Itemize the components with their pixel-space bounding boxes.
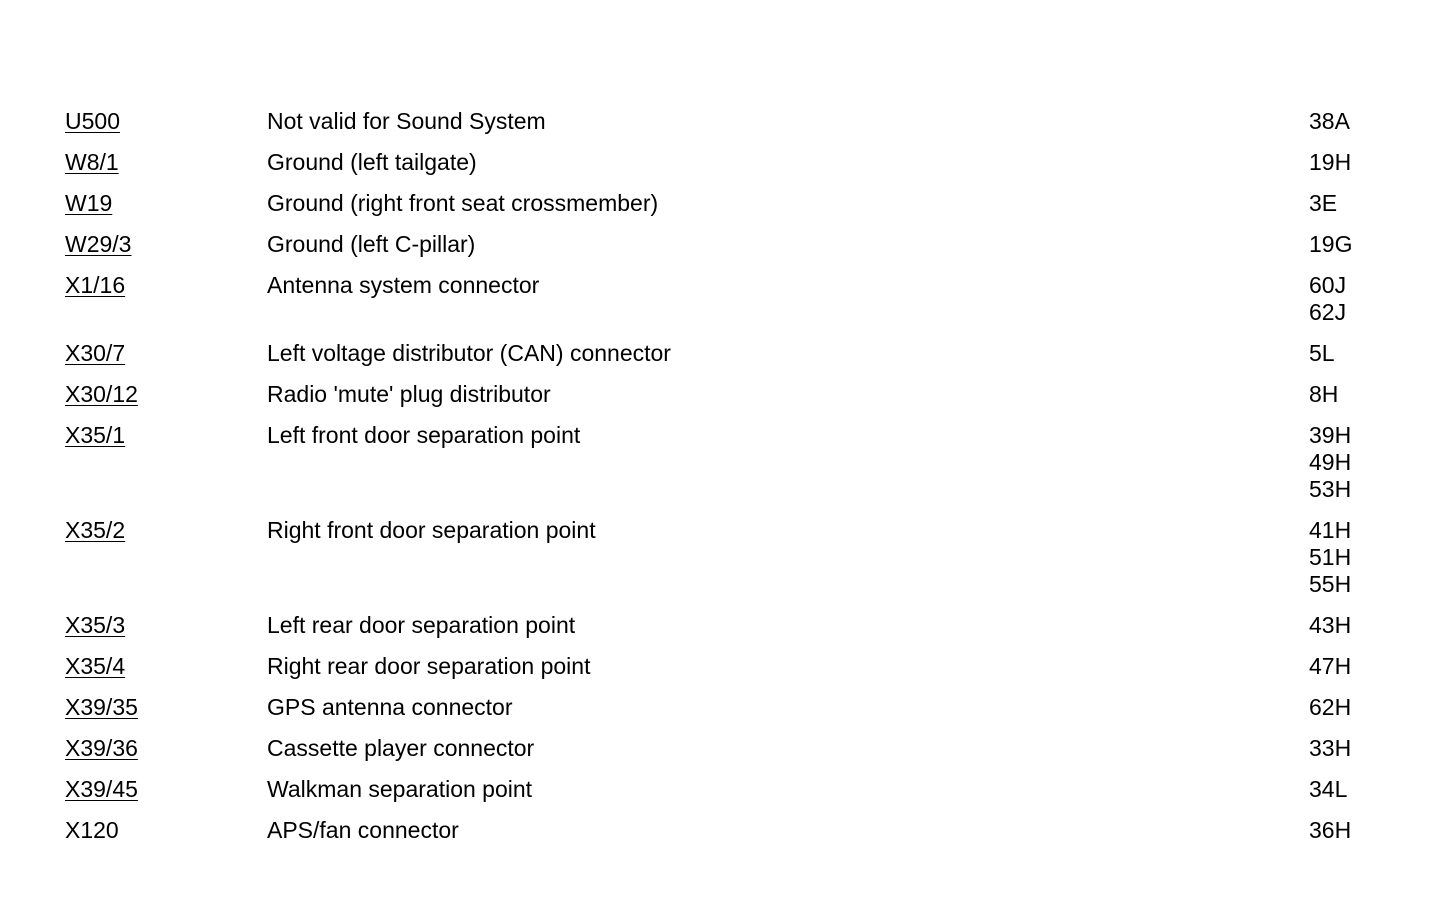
table-row	[65, 817, 1375, 844]
table-row	[65, 231, 1375, 258]
component-code-link[interactable]: X35/1	[65, 422, 126, 448]
grid-reference: 49H	[1309, 449, 1352, 475]
component-code-cell	[65, 776, 267, 803]
table-row	[65, 612, 1375, 639]
component-description: Not valid for Sound System	[267, 108, 546, 134]
component-code-cell	[65, 612, 267, 639]
table-row	[65, 340, 1375, 367]
table-row	[65, 517, 1375, 598]
component-description: Radio 'mute' plug distributor	[267, 381, 551, 407]
grid-reference: 19G	[1309, 231, 1353, 257]
component-code-cell	[65, 108, 267, 135]
component-code-link[interactable]: X1/16	[65, 272, 126, 298]
component-code-cell	[65, 694, 267, 721]
table-row	[65, 190, 1375, 217]
component-code-cell	[65, 517, 267, 544]
grid-reference: 43H	[1309, 612, 1352, 638]
grid-reference: 36H	[1309, 817, 1352, 843]
grid-reference: 55H	[1309, 571, 1352, 597]
component-code-link[interactable]: X35/2	[65, 517, 126, 543]
grid-reference: 62J	[1309, 299, 1347, 325]
component-code-link[interactable]: X30/12	[65, 381, 138, 407]
grid-reference-cell	[1309, 422, 1375, 503]
grid-reference: 60J	[1309, 272, 1347, 298]
component-code-link[interactable]: X30/7	[65, 340, 126, 366]
component-code-link[interactable]: X35/4	[65, 653, 126, 679]
component-description: Cassette player connector	[267, 735, 535, 761]
grid-reference: 19H	[1309, 149, 1352, 175]
grid-reference-cell	[1309, 776, 1375, 803]
grid-reference-cell	[1309, 735, 1375, 762]
component-description: GPS antenna connector	[267, 694, 513, 720]
grid-reference: 3E	[1309, 190, 1338, 216]
component-code-cell	[65, 735, 267, 762]
component-description: Left front door separation point	[267, 422, 581, 448]
component-code-cell	[65, 422, 267, 449]
component-description: Ground (left C-pillar)	[267, 231, 476, 257]
component-description: Walkman separation point	[267, 776, 533, 802]
grid-reference: 38A	[1309, 108, 1350, 134]
component-description: Right rear door separation point	[267, 653, 591, 679]
table-row	[65, 694, 1375, 721]
grid-reference-cell	[1309, 190, 1375, 217]
grid-reference: 39H	[1309, 422, 1352, 448]
component-code-cell	[65, 381, 267, 408]
grid-reference-cell	[1309, 817, 1375, 844]
component-code-link[interactable]: X39/45	[65, 776, 138, 802]
grid-reference-cell	[1309, 653, 1375, 680]
table-row	[65, 653, 1375, 680]
grid-reference: 5L	[1309, 340, 1335, 366]
component-code-cell	[65, 272, 267, 299]
component-legend-table	[65, 108, 1375, 858]
component-description: Right front door separation point	[267, 517, 596, 543]
component-code-link[interactable]: X39/35	[65, 694, 138, 720]
grid-reference: 41H	[1309, 517, 1352, 543]
component-code-link[interactable]: X39/36	[65, 735, 138, 761]
component-code: X120	[65, 817, 119, 843]
component-description: Left rear door separation point	[267, 612, 576, 638]
component-code-cell	[65, 653, 267, 680]
component-code-cell	[65, 817, 267, 844]
component-code-cell	[65, 190, 267, 217]
grid-reference: 51H	[1309, 544, 1352, 570]
component-code-cell	[65, 231, 267, 258]
component-code-link[interactable]: W8/1	[65, 149, 119, 175]
grid-reference-cell	[1309, 149, 1375, 176]
table-row	[65, 272, 1375, 326]
grid-reference-cell	[1309, 517, 1375, 598]
grid-reference: 8H	[1309, 381, 1339, 407]
grid-reference-cell	[1309, 340, 1375, 367]
table-row	[65, 422, 1375, 503]
component-description: Ground (left tailgate)	[267, 149, 477, 175]
grid-reference-cell	[1309, 231, 1375, 258]
component-code-link[interactable]: U500	[65, 108, 120, 134]
grid-reference-cell	[1309, 612, 1375, 639]
component-code-cell	[65, 149, 267, 176]
component-description: APS/fan connector	[267, 817, 459, 843]
grid-reference-cell	[1309, 272, 1375, 326]
component-description: Ground (right front seat crossmember)	[267, 190, 659, 216]
grid-reference-cell	[1309, 381, 1375, 408]
component-code-cell	[65, 340, 267, 367]
grid-reference-cell	[1309, 694, 1375, 721]
grid-reference: 53H	[1309, 476, 1352, 502]
component-code-link[interactable]: X35/3	[65, 612, 126, 638]
component-code-link[interactable]: W19	[65, 190, 113, 216]
grid-reference: 34L	[1309, 776, 1348, 802]
component-code-link[interactable]: W29/3	[65, 231, 132, 257]
grid-reference: 47H	[1309, 653, 1352, 679]
grid-reference: 33H	[1309, 735, 1352, 761]
table-row	[65, 108, 1375, 135]
grid-reference-cell	[1309, 108, 1375, 135]
table-row	[65, 776, 1375, 803]
grid-reference: 62H	[1309, 694, 1352, 720]
table-row	[65, 149, 1375, 176]
component-description: Antenna system connector	[267, 272, 540, 298]
table-row	[65, 735, 1375, 762]
table-row	[65, 381, 1375, 408]
component-description: Left voltage distributor (CAN) connector	[267, 340, 671, 366]
